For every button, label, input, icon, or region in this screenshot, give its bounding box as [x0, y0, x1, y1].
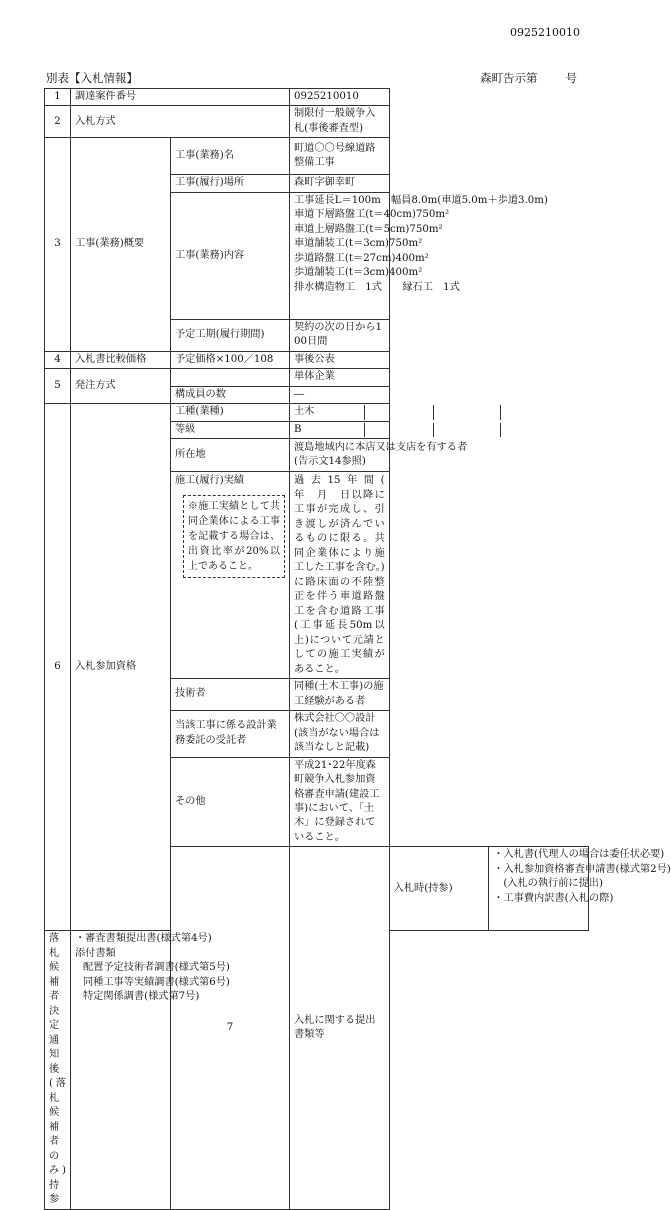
sub-label: 工事(業務)名	[171, 138, 290, 175]
sub-label: 予定価格×100／108	[171, 351, 290, 368]
document-line: 同種工事等実績調書(様式第6号)	[83, 976, 230, 988]
document-line: ・入札書(代理人の場合は委任状必要)	[493, 849, 665, 861]
row-number: 5	[45, 369, 71, 404]
work-content-list	[290, 192, 548, 319]
sub-label: 構成員の数	[171, 386, 290, 403]
document-line: ・入札参加資格審査申請書(様式第2号)	[493, 863, 671, 875]
sub-label: 入札時(持参)	[389, 847, 489, 931]
other-value: 平成21･22年度森町競争入札参加資格審査申請(建設工事)において、「土木」に登録されていること。	[290, 757, 390, 847]
content-line: 歩道舗装工(t＝3cm)400m²	[294, 267, 423, 279]
row-number: 7	[171, 847, 290, 1209]
row-label: 入札に関する提出書類等	[290, 847, 390, 1209]
design-contractor-value: 株式会社〇〇設計(該当がない場合は該当なしと記載)	[290, 711, 390, 757]
sub-label: 当該工事に係る設計業務委託の受託者	[171, 711, 290, 757]
comparison-price-value: 事後公表	[290, 351, 390, 368]
row-number: 1	[45, 89, 71, 106]
case-number-value: 0925210010	[290, 89, 390, 106]
notice-number: 森町告示第 号	[480, 71, 577, 85]
sub-label: その他	[171, 757, 290, 847]
work-place-value: 森町字御幸町	[290, 175, 390, 192]
document-line: ・審査書類提出書(様式第4号)	[75, 933, 212, 945]
content-line: 車道下層路盤工(t＝40cm)750m²	[294, 209, 450, 221]
sub-label: 施工(履行)実績	[175, 475, 245, 487]
work-name-value: 町道〇〇号線道路整備工事	[290, 138, 390, 175]
document-line: 特定関係調書(様式第7号)	[83, 991, 200, 1003]
content-line: 車道上層路盤工(t＝5cm)750m²	[294, 223, 443, 235]
sub-label: 予定工期(履行期間)	[171, 319, 290, 351]
row-case-number	[45, 89, 589, 106]
sub-label: 所在地	[171, 439, 290, 472]
record-cell	[171, 472, 290, 679]
work-type-value: 土木	[294, 406, 315, 418]
row-label: 工事(業務)概要	[71, 138, 171, 351]
row-label: 調達案件番号	[71, 89, 290, 106]
document-line: 配置予定技術者調書(様式第5号)	[83, 962, 230, 974]
location-line: 渡島地域内に本店又は支店を有する者	[294, 441, 468, 453]
sub-label: 等級	[171, 421, 290, 438]
row-work-type	[45, 404, 589, 421]
row-number: 4	[45, 351, 71, 368]
bid-documents-list	[489, 847, 671, 931]
record-value: 過去15年間( 年 月 日以降に工事が完成し、引き渡しが済んでいるものに限る。共同企業体により施工した工事を含む。)に路床面の不陸整正を伴う車道路盤工を含む道路工事(工事延長50m以上)について元請としての施工実績があること。	[290, 472, 390, 679]
after-notice-documents-list	[71, 931, 230, 1209]
sub-label: 工種(業種)	[171, 404, 290, 421]
row-number: 3	[45, 138, 71, 351]
row-label: 入札書比較価格	[71, 351, 171, 368]
work-period-value: 契約の次の日から100日間	[290, 319, 390, 351]
sub-label: 技術者	[171, 679, 290, 711]
row-comparison-price	[45, 351, 589, 368]
content-line: 工事延長L＝100m 幅員8.0m(車道5.0m＋歩道3.0m)	[294, 194, 548, 206]
grade-grid	[290, 421, 390, 438]
row-label: 入札方式	[71, 106, 290, 138]
content-line: 車道舗装工(t＝3cm)750m²	[294, 238, 423, 250]
row-bid-method	[45, 106, 589, 138]
record-note: ※施工実績として共同企業体による工事を記載する場合は、出資比率が20%以上であること。	[183, 495, 285, 578]
member-count-value: ―	[290, 386, 390, 403]
sub-label: 工事(履行)場所	[171, 175, 290, 192]
document-line: ・工事費内訳書(入札の際)	[493, 892, 614, 904]
order-method-value: 単体企業	[290, 369, 390, 386]
sub-label: 工事(業務)内容	[171, 192, 290, 319]
row-order-method	[45, 369, 589, 386]
document-number: 0925210010	[510, 26, 580, 39]
appendix-title: 別表【入札情報】	[46, 71, 138, 85]
bid-info-table	[44, 88, 671, 1210]
content-line: 排水構造物工 1式 縁石工 1式	[294, 281, 460, 293]
row-label: 発注方式	[71, 369, 171, 404]
location-value	[290, 439, 468, 472]
bid-method-value: 制限付一般競争入札(事後審査型)	[290, 106, 390, 138]
row-number: 2	[45, 106, 71, 138]
grade-value: B	[294, 423, 302, 435]
content-line: 歩道路盤工(t＝27cm)400m²	[294, 252, 429, 264]
document-line: 添付書類	[75, 947, 116, 959]
work-type-grid	[290, 404, 390, 421]
row-number: 6	[45, 404, 71, 931]
row-work-name	[45, 138, 589, 175]
sub-label: 落札候補者決定通知後(落札候補者のみ)持参	[45, 931, 71, 1209]
engineer-value: 同種(土木工事)の施工経験がある者	[290, 679, 390, 711]
location-line: (告示文14参照)	[294, 456, 366, 468]
document-line: (入札の執行前に提出)	[503, 878, 603, 890]
row-label: 入札参加資格	[71, 404, 171, 931]
